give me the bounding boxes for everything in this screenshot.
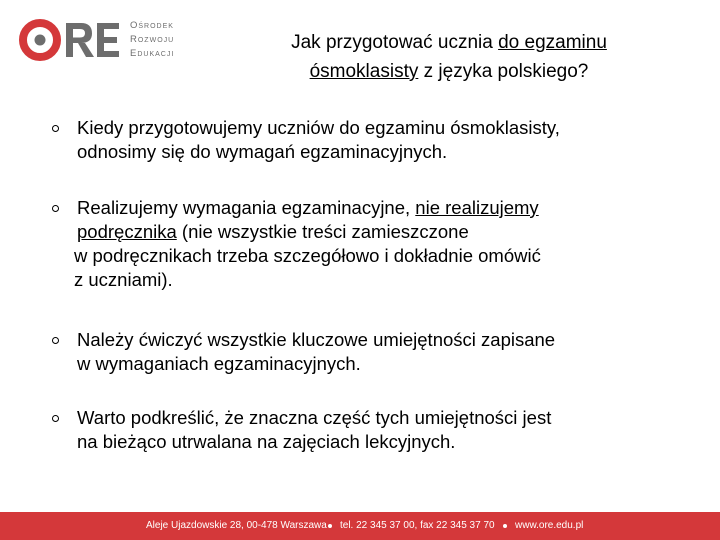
title-part-1: Jak przygotować ucznia [291,32,499,53]
bullet-2-line-1-underlined: nie realizujemy [415,197,539,218]
bullet-4-line-2: na bieżąco utrwalana na zajęciach lekcyjnych. [77,431,456,452]
footer-separator [328,524,332,528]
ore-logo-mark [18,18,126,66]
bullet-icon [52,125,59,132]
bullet-2-line-2-plain: (nie wszystkie treści zamieszczone [176,221,469,242]
bullet-1-line-2: odnosimy się do wymagań egzaminacyjnych. [77,141,448,162]
ore-logo [18,18,188,66]
slide-title [214,28,684,86]
bullet-4-line-1: Warto podkreślić, że znaczna część tych umiejętności jest [77,407,552,428]
bullet-icon [52,415,59,422]
bullet-icon [52,337,59,344]
logo-line-2: Rozwoju [130,34,175,45]
footer-address: Aleje Ujazdowskie 28, 00-478 Warszawa [146,520,327,531]
footer-separator [503,524,507,528]
logo-text [130,19,174,61]
title-part-4: z języka polskiego? [418,61,589,82]
bullet-2-line-3: w podręcznikach trzeba szczegółowo i dokładnie omówić [74,245,541,266]
footer-website[interactable]: www.ore.edu.pl [515,520,584,531]
bullet-3-line-2: w wymaganiach egzaminacyjnych. [77,353,361,374]
bullet-2-line-2-underlined: podręcznika [77,221,177,242]
title-part-2: do egzaminu [498,32,607,53]
bullet-2-line-1-plain: Realizujemy wymagania egzaminacyjne, [77,197,416,218]
logo-line-3: Edukacji [130,48,175,59]
bullet-1-line-1: Kiedy przygotowujemy uczniów do egzaminu ósmoklasisty, [77,117,560,138]
bullet-3-line-1: Należy ćwiczyć wszystkie kluczowe umiejętności zapisane [77,329,556,350]
logo-line-1: Ośrodek [130,20,174,31]
bullet-2-line-4: z uczniami). [74,269,173,290]
bullet-icon [52,205,59,212]
footer-bar [0,512,720,540]
footer-phone: tel. 22 345 37 00, fax 22 345 37 70 [340,520,495,531]
title-part-3: ósmoklasisty [309,61,419,82]
